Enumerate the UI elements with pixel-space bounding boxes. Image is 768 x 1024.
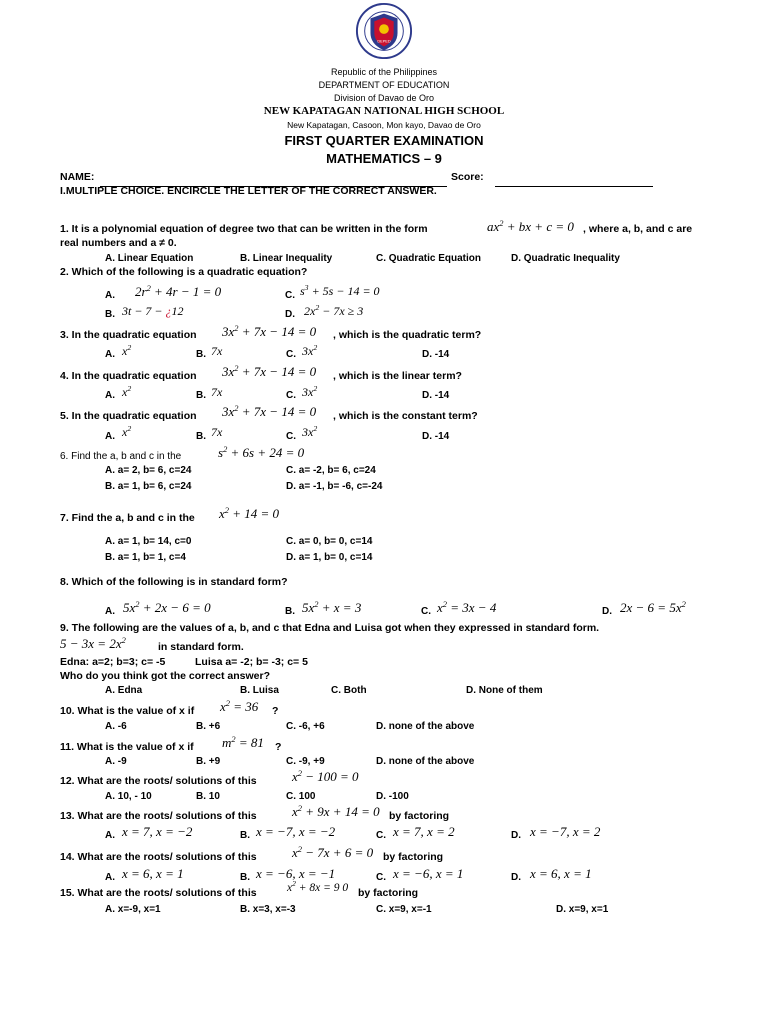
q10-option-c[interactable]: C. -6, +6 (286, 721, 325, 732)
q12-option-c[interactable]: C. 100 (286, 791, 316, 802)
q5-text: 5. In the quadratic equation (60, 410, 197, 422)
q1-text: , where a, b, and c are (583, 223, 693, 235)
q1-text: real numbers and a ≠ 0. (60, 237, 177, 249)
q13-option-a[interactable]: A. (105, 830, 115, 841)
q5-option-b-expr: 7x (211, 425, 223, 439)
q9-text: 9. The following are the values of a, b, and c that Edna and Luisa got when they expressed in standard form. (60, 622, 600, 634)
q10-mark: ? (272, 705, 279, 717)
q13-option-c-expr: x = 7, x = 2 (393, 824, 455, 839)
q9-luisa: Luisa a= -2; b= -3; c= 5 (195, 656, 308, 668)
score-label: Score: (451, 171, 484, 183)
q5-option-b[interactable]: B. (196, 431, 206, 442)
q15-option-a[interactable]: A. x=-9, x=1 (105, 904, 161, 915)
q11-mark: ? (275, 741, 282, 753)
q13-option-a-expr: x = 7, x = −2 (122, 824, 193, 839)
q4-option-b[interactable]: B. (196, 390, 206, 401)
q6-option-d[interactable]: D. a= -1, b= -6, c=-24 (286, 481, 383, 492)
q12-option-d[interactable]: D. -100 (376, 791, 409, 802)
q13-option-d[interactable]: D. (511, 830, 521, 841)
q8-option-d[interactable]: D. (602, 606, 612, 617)
q13-option-b-expr: x = −7, x = −2 (256, 824, 336, 839)
q11-option-d[interactable]: D. none of the above (376, 756, 475, 767)
q8-option-b[interactable]: B. (285, 606, 295, 617)
q5-text: , which is the constant term? (333, 410, 478, 422)
q12-option-a[interactable]: A. 10, - 10 (105, 791, 152, 802)
q3-option-b-expr: 7x (211, 344, 223, 358)
q2-option-c-expr: $s^3 + 5s - 14 = 0$ (300, 283, 380, 298)
q4-option-a-expr: $x^2$ (122, 384, 132, 399)
q7-option-a[interactable]: A. a= 1, b= 14, c=0 (105, 536, 192, 547)
q15-option-c[interactable]: C. x=9, x=-1 (376, 904, 432, 915)
q4-option-d[interactable]: D. -14 (422, 390, 450, 401)
q9-option-a[interactable]: A. Edna (105, 685, 143, 696)
q14-option-a-expr: x = 6, x = 1 (122, 866, 184, 881)
q13-equation: $x^2 + 9x + 14 = 0$ (292, 803, 380, 819)
deped-seal-logo (355, 2, 413, 60)
q4-text: , which is the linear term? (333, 370, 462, 382)
q8-text: 8. Which of the following is in standard form? (60, 576, 288, 588)
q6-equation: $s^2 + 6s + 24 = 0$ (218, 444, 305, 460)
republic-line: Republic of the Philippines (330, 67, 438, 77)
q3-equation: $3x^2 + 7x - 14 = 0$ (222, 323, 317, 339)
q3-text: , which is the quadratic term? (333, 329, 482, 341)
q12-text: 12. What are the roots/ solutions of this (60, 775, 257, 787)
q8-option-c[interactable]: C. (421, 606, 431, 617)
q7-equation: $x^2 + 14 = 0$ (219, 505, 280, 521)
q8-option-a-expr: $5x^2 + 2x - 6 = 0$ (123, 599, 211, 615)
svg-text:DEPED: DEPED (377, 39, 391, 44)
q12-equation: $x^2 - 100 = 0$ (292, 768, 359, 784)
q2-option-d-expr: $2x^2 - 7x \ge 3$ (304, 303, 364, 318)
q9-edna: Edna: a=2; b=3; c= -5 (60, 656, 166, 668)
q14-suffix: by factoring (383, 851, 444, 863)
q2-text: 2. Which of the following is a quadratic equation? (60, 266, 308, 278)
q15-option-d[interactable]: D. x=9, x=1 (556, 904, 609, 915)
q11-option-b[interactable]: B. +9 (196, 756, 221, 767)
q14-option-b-expr: x = −6, x = −1 (256, 866, 336, 881)
subject-title: MATHEMATICS – 9 (326, 151, 442, 166)
instructions: I.MULTIPLE CHOICE. ENCIRCLE THE LETTER OF THE CORRECT ANSWER. (60, 185, 437, 197)
q9-option-d[interactable]: D. None of them (466, 685, 543, 696)
q5-option-c-expr: $3x^2$ (302, 424, 318, 439)
q13-option-d-expr: x = −7, x = 2 (530, 824, 601, 839)
q15-text: 15. What are the roots/ solutions of this (60, 887, 257, 899)
q9-option-c[interactable]: C. Both (331, 685, 367, 696)
name-label: NAME: (60, 171, 95, 183)
q5-option-a-expr: $x^2$ (122, 424, 132, 439)
q10-equation: $x^2 = 36$ (220, 698, 259, 714)
q2-option-c[interactable]: C. (285, 290, 295, 301)
q13-option-b[interactable]: B. (240, 830, 250, 841)
q10-text: 10. What is the value of x if (60, 705, 195, 717)
q2-option-b[interactable]: B. (105, 309, 115, 320)
q11-option-a[interactable]: A. -9 (105, 756, 127, 767)
q3-option-d[interactable]: D. -14 (422, 349, 450, 360)
q3-option-a-expr: $x^2$ (122, 343, 132, 358)
q7-option-c[interactable]: C. a= 0, b= 0, c=14 (286, 536, 373, 547)
q4-option-a[interactable]: A. (105, 390, 115, 401)
q5-option-d[interactable]: D. -14 (422, 431, 450, 442)
q14-option-c-expr: x = −6, x = 1 (393, 866, 464, 881)
q8-option-a[interactable]: A. (105, 606, 115, 617)
q4-text: 4. In the quadratic equation (60, 370, 197, 382)
q8-option-c-expr: $x^2 = 3x - 4$ (437, 599, 497, 615)
q15-option-b[interactable]: B. x=3, x=-3 (240, 904, 296, 915)
q3-option-a[interactable]: A. (105, 349, 115, 360)
q14-option-c[interactable]: C. (376, 872, 386, 883)
q14-option-a[interactable]: A. (105, 872, 115, 883)
q11-option-c[interactable]: C. -9, +9 (286, 756, 325, 767)
q1-text: 1. It is a polynomial equation of degree two that can be written in the form (60, 223, 428, 235)
q2-option-b-expr: 3t − 7 − ¿12 (122, 304, 184, 318)
q6-option-a[interactable]: A. a= 2, b= 6, c=24 (105, 465, 192, 476)
q9-suffix: in standard form. (158, 641, 244, 653)
q1-option-a[interactable]: A. Linear Equation (105, 253, 194, 264)
q8-option-d-expr: $2x - 6 = 5x^2$ (620, 599, 686, 615)
q3-option-b[interactable]: B. (196, 349, 206, 360)
q1-equation: $ax^2$ + bx + c = 0 (487, 218, 574, 234)
q14-text: 14. What are the roots/ solutions of this (60, 851, 257, 863)
q10-option-a[interactable]: A. -6 (105, 721, 127, 732)
q4-option-c[interactable]: C. (286, 390, 296, 401)
q5-option-a[interactable]: A. (105, 431, 115, 442)
q3-option-c-expr: $3x^2$ (302, 343, 318, 358)
q6-option-c[interactable]: C. a= -2, b= 6, c=24 (286, 465, 376, 476)
q13-suffix: by factoring (389, 810, 450, 822)
q4-equation: $3x^2 + 7x - 14 = 0$ (222, 363, 317, 379)
q1-option-c[interactable]: C. Quadratic Equation (376, 253, 482, 264)
q12-option-b[interactable]: B. 10 (196, 791, 220, 802)
q2-option-a[interactable]: A. (105, 290, 115, 301)
exam-title: FIRST QUARTER EXAMINATION (284, 133, 484, 148)
q10-option-b[interactable]: B. +6 (196, 721, 221, 732)
q5-equation: $3x^2 + 7x - 14 = 0$ (222, 403, 317, 419)
q1-option-d[interactable]: D. Quadratic Inequality (511, 253, 620, 264)
q11-equation: $m^2 = 81$ (222, 734, 264, 750)
school-name: NEW KAPATAGAN NATIONAL HIGH SCHOOL (263, 105, 505, 117)
q14-option-b[interactable]: B. (240, 872, 250, 883)
q7-option-d[interactable]: D. a= 1, b= 0, c=14 (286, 552, 373, 563)
q7-text: 7. Find the a, b and c in the (60, 512, 195, 524)
q2-option-d[interactable]: D. (285, 309, 295, 320)
q3-text: 3. In the quadratic equation (60, 329, 197, 341)
score-field[interactable] (495, 186, 653, 187)
q13-option-c[interactable]: C. (376, 830, 386, 841)
q5-option-c[interactable]: C. (286, 431, 296, 442)
q9-equation: $5 - 3x = 2x^2$ (60, 635, 126, 651)
q2-option-a-expr: $2r^2 + 4r - 1 = 0$ (135, 283, 222, 299)
q6-text: 6. Find the a, b and c in the (60, 451, 182, 462)
q4-option-b-expr: 7x (211, 385, 223, 399)
department-line: DEPARTMENT OF EDUCATION (318, 80, 450, 90)
q9-ask: Who do you think got the correct answer? (60, 670, 271, 682)
q1-option-b[interactable]: B. Linear Inequality (240, 253, 333, 264)
school-address: New Kapatagan, Casoon, Mon kayo, Davao de Oro (287, 120, 481, 130)
q13-text: 13. What are the roots/ solutions of this (60, 810, 257, 822)
q15-suffix: by factoring (358, 887, 419, 899)
q6-option-b[interactable]: B. a= 1, b= 6, c=24 (105, 481, 192, 492)
q10-option-d[interactable]: D. none of the above (376, 721, 475, 732)
q14-option-d-expr: x = 6, x = 1 (530, 866, 592, 881)
q7-option-b[interactable]: B. a= 1, b= 1, c=4 (105, 552, 186, 563)
division-line: Division of Davao de Oro (333, 93, 435, 103)
q4-option-c-expr: $3x^2$ (302, 384, 318, 399)
q14-option-d[interactable]: D. (511, 872, 521, 883)
q14-equation: $x^2 - 7x + 6 = 0$ (292, 844, 374, 860)
q9-option-b[interactable]: B. Luisa (240, 685, 279, 696)
q15-equation: $x^2 + 8x = 9$ 0 (287, 879, 349, 894)
q8-option-b-expr: $5x^2 + x = 3$ (302, 599, 362, 615)
q11-text: 11. What is the value of x if (60, 741, 194, 753)
q3-option-c[interactable]: C. (286, 349, 296, 360)
